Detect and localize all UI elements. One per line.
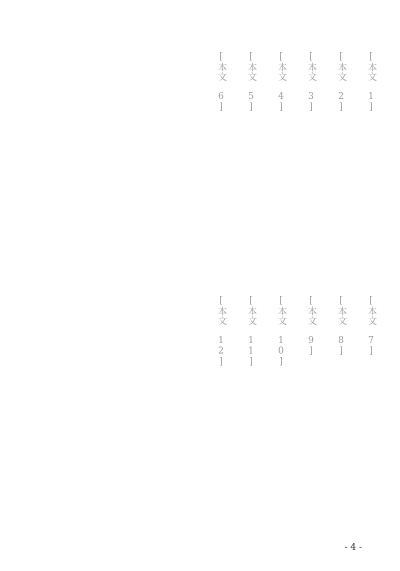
paragraph: [本文 8] — [336, 296, 346, 357]
paragraph: [本文 2] — [336, 52, 346, 113]
paragraph: [本文 12] — [216, 296, 226, 368]
paragraph: [本文 11] — [246, 296, 256, 368]
paragraph: [本文 5] — [246, 52, 256, 113]
paragraph: [本文 9] — [306, 296, 316, 357]
paragraph: [本文 4] — [276, 52, 286, 113]
lower-text-block — [43, 296, 378, 528]
paragraph: [本文 1] — [366, 52, 376, 113]
paragraph: [本文 3] — [306, 52, 316, 113]
upper-text-block — [43, 52, 378, 284]
paragraph: [本文 7] — [366, 296, 376, 357]
paragraph: [本文 10] — [276, 296, 286, 368]
paragraph: [本文 6] — [216, 52, 226, 113]
page-number: - 4 - — [344, 543, 362, 553]
